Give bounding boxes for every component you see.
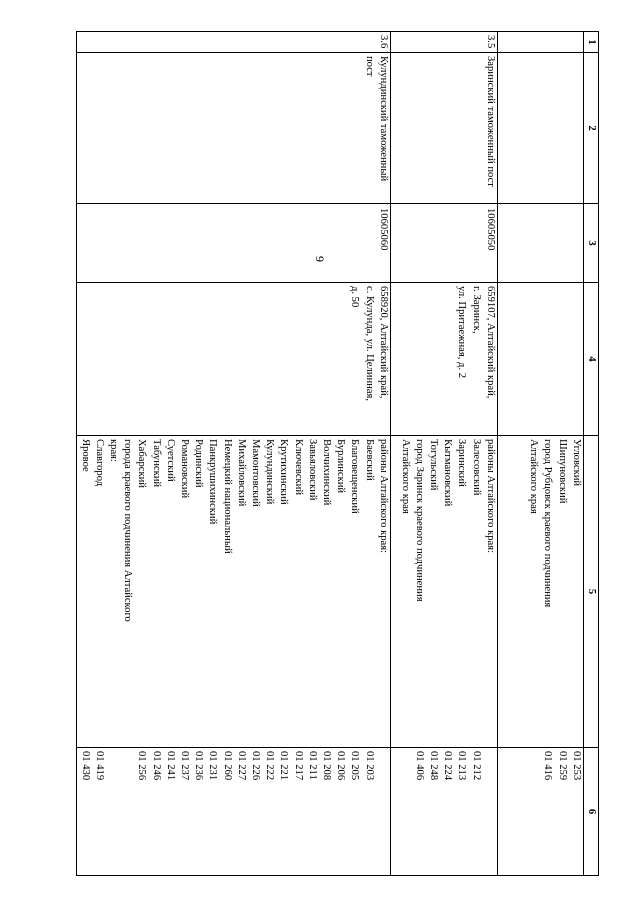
cell-line: 01 227 (235, 751, 247, 781)
cell-line: г. Заринск, (470, 286, 482, 334)
cell-line: Панкрушихинский (207, 439, 219, 525)
oktmo-codes-cell (497, 748, 583, 876)
cell-line: Тогульский (427, 439, 439, 491)
cell-line: 01 236 (193, 751, 205, 781)
cell-line: Алтайского края (528, 439, 540, 514)
row-number-cell (390, 32, 497, 53)
cell-line: 01 203 (363, 751, 375, 781)
cell-line: 01 224 (442, 751, 454, 781)
address-cell (77, 283, 390, 436)
header-cell: 1 (583, 32, 598, 53)
cell-line: Кулундинский (264, 439, 276, 505)
cell-line (376, 751, 390, 872)
cell-line: 01 259 (556, 751, 568, 781)
territories-cell (390, 436, 497, 748)
cell-line: Мамонтовский (249, 439, 261, 507)
cell-line: края: (107, 439, 119, 462)
cell-line: Славгород (93, 439, 105, 487)
cell-line: 01 222 (264, 751, 276, 781)
cell-line: Благовещенский (349, 439, 361, 514)
cell-line (483, 751, 497, 872)
document-sheet (42, 31, 599, 875)
cell-line: ул. Притаежная, д. 2 (456, 286, 468, 379)
cell-line: города краевого подчинения Алтайского (122, 439, 134, 622)
rotated-content (42, 31, 599, 875)
cell-line: Залесовский (470, 439, 482, 496)
post-code-cell (497, 204, 583, 283)
header-cell: 4 (583, 283, 598, 436)
cell-line: 01 241 (164, 751, 176, 781)
cell-line: Шипуновский (556, 439, 568, 504)
territories-cell (497, 436, 583, 748)
cell-line: 01 211 (306, 751, 318, 780)
cell-line: Бурлинский (335, 439, 347, 494)
header-cell: 6 (583, 748, 598, 876)
cell-line: Родинский (193, 439, 205, 488)
cell-line: 01 226 (249, 751, 261, 781)
cell-line: Немецкий национальный (221, 439, 233, 554)
cell-line: Романовский (178, 439, 190, 499)
cell-line: 01 260 (221, 751, 233, 781)
cell-line: Угловский (570, 439, 582, 487)
oktmo-codes-cell (77, 748, 390, 876)
cell-line: районы Алтайского края: (377, 439, 389, 554)
table-body (77, 32, 583, 876)
cell-line: Михайловский (235, 439, 247, 507)
address-cell (497, 283, 583, 436)
cell-line: Табунский (150, 439, 162, 488)
cell-line (106, 751, 120, 872)
cell-line: 01 213 (456, 751, 468, 781)
cell-line: Кытмановский (442, 439, 454, 507)
post-name-cell (77, 53, 390, 204)
cell-line: 01 212 (470, 751, 482, 781)
cell-line: пост (363, 56, 375, 77)
cell-line: д. 50 (349, 286, 361, 308)
cell-line: Кулундинский таможенный (377, 56, 389, 182)
post-name-cell (390, 53, 497, 204)
cell-line: 01 205 (349, 751, 361, 781)
customs-posts-table (76, 31, 599, 876)
cell-line: Хабарский (136, 439, 148, 488)
cell-line: 01 430 (79, 751, 91, 781)
cell-line: Заринский (456, 439, 468, 487)
cell-line: Заринский таможенный пост (484, 56, 496, 187)
header-cell: 3 (583, 204, 598, 283)
cell-line: город Рубцовск краевого подчинения (542, 439, 554, 608)
cell-line: 01 253 (570, 751, 582, 781)
cell-line: Ключевский (292, 439, 304, 496)
cell-line: 01 419 (93, 751, 105, 781)
cell-text: 10605060 (377, 208, 389, 251)
table-row (497, 32, 583, 876)
cell-line: Крутихинский (278, 439, 290, 505)
cell-text: 3.6 (377, 35, 389, 49)
post-code-cell (77, 204, 390, 283)
cell-line: Волчихинский (320, 439, 332, 506)
territories-cell (77, 436, 390, 748)
cell-line: Завьяловский (306, 439, 318, 501)
cell-line: город Заринск краевого подчинения (413, 439, 425, 602)
table-row (390, 32, 497, 876)
post-code-cell (390, 204, 497, 283)
table-header-row (583, 32, 598, 876)
cell-text: 3.5 (484, 35, 496, 49)
cell-line: 658920, Алтайский край, (377, 286, 389, 399)
cell-line: 01 206 (335, 751, 347, 781)
cell-line: 01 217 (292, 751, 304, 781)
header-cell: 5 (583, 436, 598, 748)
cell-line: 01 221 (278, 751, 290, 781)
page-number: 9 (313, 256, 327, 262)
cell-line: 01 406 (413, 751, 425, 781)
cell-line: 01 231 (207, 751, 219, 781)
cell-text: 10605050 (484, 208, 496, 251)
cell-line: 01 248 (427, 751, 439, 781)
cell-line: 01 208 (320, 751, 332, 781)
row-number-cell (497, 32, 583, 53)
cell-line: 01 416 (542, 751, 554, 781)
oktmo-codes-cell (390, 748, 497, 876)
post-name-cell (497, 53, 583, 204)
cell-line: Яровое (79, 439, 91, 472)
cell-line: Баевский (363, 439, 375, 481)
cell-line: районы Алтайского края: (484, 439, 496, 554)
cell-line: 01 246 (150, 751, 162, 781)
cell-line: 01 256 (136, 751, 148, 781)
cell-line: 01 237 (178, 751, 190, 781)
cell-line: Алтайского края (399, 439, 411, 514)
row-number-cell (77, 32, 390, 53)
address-cell (390, 283, 497, 436)
cell-line: с. Кулунда, ул. Целинная, (363, 286, 375, 402)
table-row (77, 32, 390, 876)
cell-line: 659107, Алтайский край, (484, 286, 496, 399)
header-cell: 2 (583, 53, 598, 204)
cell-line (120, 751, 134, 872)
cell-line: Суетский (164, 439, 176, 482)
